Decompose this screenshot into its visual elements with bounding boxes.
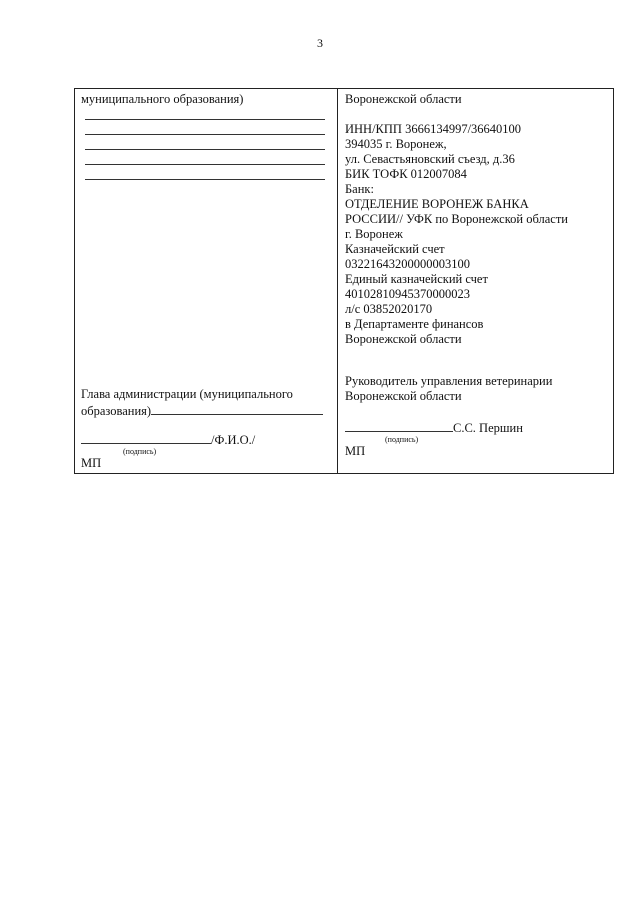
left-signature-caption: (подпись)	[123, 447, 157, 456]
requisite-line: Банк:	[345, 182, 374, 196]
requisite-line: л/с 03852020170	[345, 302, 433, 316]
left-name-placeholder: /Ф.И.О./	[211, 433, 256, 447]
left-stamp: МП	[81, 456, 102, 470]
right-head-title-line2: Воронежской области	[345, 389, 462, 403]
requisite-line: ОТДЕЛЕНИЕ ВОРОНЕЖ БАНКА	[345, 197, 529, 211]
requisite-line: БИК ТОФК 012007084	[345, 167, 467, 181]
right-head-title-line1: Руководитель управления ветеринарии	[345, 374, 553, 388]
blank-line	[85, 164, 325, 165]
requisite-line: 40102810945370000023	[345, 287, 470, 301]
right-signer-name: С.С. Першин	[453, 421, 523, 435]
left-signature-row	[81, 431, 255, 448]
requisite-line: ИНН/КПП 3666134997/36640100	[345, 122, 522, 136]
requisite-line: 394035 г. Воронеж,	[345, 137, 447, 151]
left-heading: муниципального образования)	[81, 92, 244, 106]
requisite-line: ул. Севастьяновский съезд, д.36	[345, 152, 515, 166]
requisite-line: 03221643200000003100	[345, 257, 470, 271]
left-head-title-line2-row	[81, 402, 323, 419]
blank-line	[85, 119, 325, 120]
page-number: 3	[317, 36, 323, 50]
blank-line	[85, 179, 325, 180]
requisite-line: в Департаменте финансов	[345, 317, 484, 331]
left-head-title-line1: Глава администрации (муниципального	[81, 387, 293, 401]
signature-blank-line	[81, 431, 211, 444]
signature-blank-line	[151, 402, 323, 415]
right-stamp: МП	[345, 444, 366, 458]
requisite-line: г. Воронеж	[345, 227, 403, 241]
requisite-line: Воронежской области	[345, 92, 462, 106]
left-head-title-line2: образования)	[81, 404, 152, 418]
requisite-line: Воронежской области	[345, 332, 462, 346]
requisite-line: Казначейский счет	[345, 242, 445, 256]
right-signature-caption: (подпись)	[385, 435, 419, 444]
requisite-line	[345, 107, 568, 122]
column-divider	[337, 89, 338, 473]
signature-blank-line	[345, 419, 453, 432]
right-requisites	[345, 92, 568, 347]
signature-table	[74, 88, 614, 474]
blank-line	[85, 149, 325, 150]
blank-line	[85, 134, 325, 135]
right-signature-row	[345, 419, 523, 436]
requisite-line: Единый казначейский счет	[345, 272, 488, 286]
requisite-line: РОССИИ// УФК по Воронежской области	[345, 212, 568, 226]
